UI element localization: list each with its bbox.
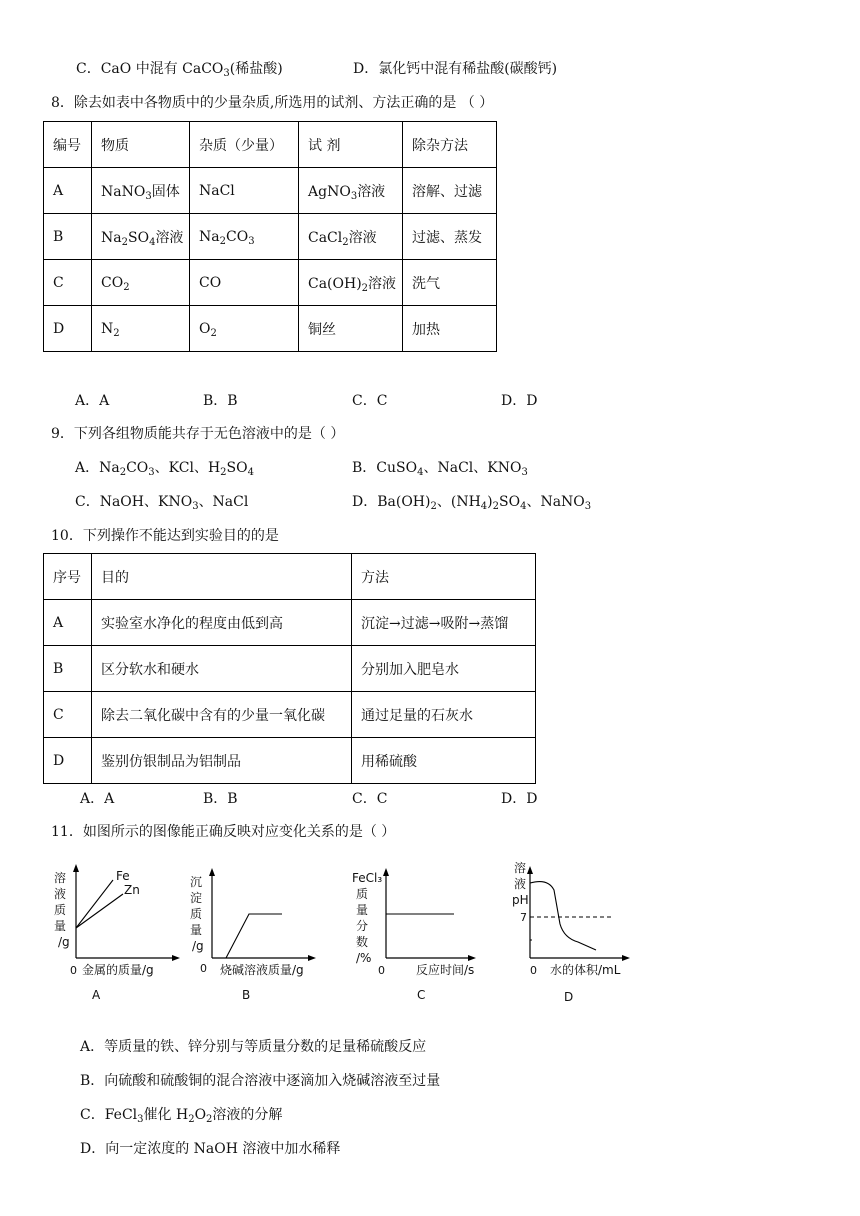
substance-cell: $N_2$ [92,306,190,352]
q8-table [43,121,497,352]
substance-cell: $CO_2$ [92,260,190,306]
graph-c-origin: 0 [378,964,385,977]
q10-option-b[interactable]: B．B [203,791,238,807]
purpose-cell: 除去二氧化碳中含有的少量一氧化碳 [92,692,352,738]
svg-text:液: 液 [514,877,527,891]
svg-text:数: 数 [356,935,369,949]
header-cell: 杂质（少量） [190,122,299,168]
svg-text:/g: /g [192,939,204,953]
q10-table [43,553,536,784]
header-cell: 序号 [44,554,92,600]
graph-a-xlabel: 金属的质量/g [82,963,154,977]
row-id: B [44,214,92,260]
graph-d [508,856,648,1012]
svg-text:质: 质 [190,907,203,921]
header-cell: 编号 [44,122,92,168]
purpose-cell: 区分软水和硬水 [92,646,352,692]
table-row [44,646,536,692]
graph-d-seven: 7 [520,911,527,924]
graph-a-fe-label: Fe [116,869,130,883]
svg-text:液: 液 [54,887,67,901]
graph-b-origin: 0 [200,962,207,975]
substance-cell: $Na_2SO_4$溶液 [92,214,190,260]
table-row [44,600,536,646]
graph-a-zn-label: Zn [124,883,140,897]
graph-d-ylabel: 溶 [514,861,527,875]
impurity-cell: $Na_2CO_3$ [190,214,299,260]
q9-option-c[interactable]: C．NaOH、$KNO_3$、NaCl [75,494,249,512]
svg-text:/%: /% [356,951,372,965]
graph-a-zn-line [76,894,123,928]
q8-option-b[interactable]: B．B [203,393,238,409]
svg-text:分: 分 [356,919,369,933]
table-row [44,692,536,738]
impurity-cell: CO [190,260,299,306]
q11-option-c[interactable]: C．FeCl$_3$催化 $H_2O_2$溶液的分解 [80,1107,283,1125]
header-cell: 试 剂 [299,122,403,168]
table-row [44,306,497,352]
reagent-cell: 铜丝 [299,306,403,352]
impurity-cell: NaCl [190,168,299,214]
q11-option-a[interactable]: A．等质量的铁、锌分别与等质量分数的足量稀硫酸反应 [80,1039,427,1055]
row-id: D [44,738,92,784]
table-row [44,738,536,784]
q11-option-b[interactable]: B．向硫酸和硫酸铜的混合溶液中逐滴加入烧碱溶液至过量 [80,1073,441,1089]
graph-d-origin: 0 [530,964,537,977]
method-cell: 通过足量的石灰水 [352,692,536,738]
row-id: B [44,646,92,692]
reagent-cell: AgNO$_3$溶液 [299,168,403,214]
svg-text:pH: pH [512,893,529,907]
svg-text:量: 量 [54,919,67,933]
row-id: C [44,260,92,306]
graph-d-tag: D [564,990,574,1004]
graph-b-tag: B [242,988,251,1002]
method-cell: 洗气 [403,260,497,306]
graph-b-xlabel: 烧碱溶液质量/g [220,963,304,977]
q8-option-a[interactable]: A．A [75,393,110,409]
q9-stem: 9．下列各组物质能共存于无色溶液中的是（ ） [51,426,345,442]
method-cell: 沉淀→过滤→吸附→蒸馏 [352,600,536,646]
graph-d-xlabel: 水的体积/mL [550,963,621,977]
graph-c-xlabel: 反应时间/s [416,963,475,977]
header-cell: 目的 [92,554,352,600]
method-cell: 溶解、过滤 [403,168,497,214]
q11-stem: 11．如图所示的图像能正确反映对应变化关系的是（ ） [51,824,396,840]
method-cell: 分别加入肥皂水 [352,646,536,692]
q9-option-d[interactable]: D．$Ba(OH)_2$、$(NH_4)_2SO_4$、NaNO$_3$ [352,494,592,512]
q7-option-c: C．CaO 中混有 CaCO$_3$(稀盐酸) [76,61,283,79]
graph-a-ylabel: 溶 [54,871,67,885]
q10-stem: 10．下列操作不能达到实验目的的是 [51,528,279,544]
row-id: C [44,692,92,738]
header-cell: 除杂方法 [403,122,497,168]
graph-b-curve [226,914,282,958]
q9-option-a[interactable]: A．$Na_2CO_3$、KCl、$H_2SO_4$ [75,460,254,478]
purpose-cell: 鉴别仿银制品为铝制品 [92,738,352,784]
substance-cell: NaNO$_3$固体 [92,168,190,214]
graph-b [186,862,316,1012]
table-row [44,260,497,306]
method-cell: 加热 [403,306,497,352]
graph-b-ylabel: 沉 [190,875,203,889]
q7-option-d: D．氯化钙中混有稀盐酸(碳酸钙) [353,61,558,77]
method-cell: 过滤、蒸发 [403,214,497,260]
q8-stem: 8．除去如表中各物质中的少量杂质,所选用的试剂、方法正确的是 （ ） [51,95,494,111]
impurity-cell: $O_2$ [190,306,299,352]
header-cell: 方法 [352,554,536,600]
reagent-cell: CaCl$_2$溶液 [299,214,403,260]
graph-d-curve [530,882,596,950]
purpose-cell: 实验室水净化的程度由低到高 [92,600,352,646]
svg-text:量: 量 [356,903,369,917]
q8-option-d[interactable]: D．D [501,393,538,409]
q8-option-c[interactable]: C．C [352,393,388,409]
svg-text:质: 质 [356,887,369,901]
table-row [44,214,497,260]
q11-option-d[interactable]: D．向一定浓度的 NaOH 溶液中加水稀释 [80,1141,341,1157]
svg-text:/g: /g [58,935,70,949]
q9-option-b[interactable]: B．CuSO$_4$、NaCl、$KNO_3$ [352,460,528,478]
method-cell: 用稀硫酸 [352,738,536,784]
graph-a-origin: 0 [70,964,77,977]
svg-text:量: 量 [190,923,203,937]
header-cell: 物质 [92,122,190,168]
graph-c [350,862,480,1012]
q10-option-d[interactable]: D．D [501,791,538,807]
svg-text:淀: 淀 [190,891,203,905]
row-id: D [44,306,92,352]
q10-option-a[interactable]: A．A [80,791,115,807]
graph-c-tag: C [417,988,426,1002]
q10-option-c[interactable]: C．C [352,791,388,807]
reagent-cell: $Ca(OH)_2$溶液 [299,260,403,306]
row-id: A [44,168,92,214]
table-row [44,168,497,214]
graph-c-ylabel: FeCl₃ [352,871,383,885]
svg-text:质: 质 [54,903,67,917]
row-id: A [44,600,92,646]
graph-a [50,862,180,1012]
graph-a-tag: A [92,988,101,1002]
graph-a-fe-line [76,880,113,928]
